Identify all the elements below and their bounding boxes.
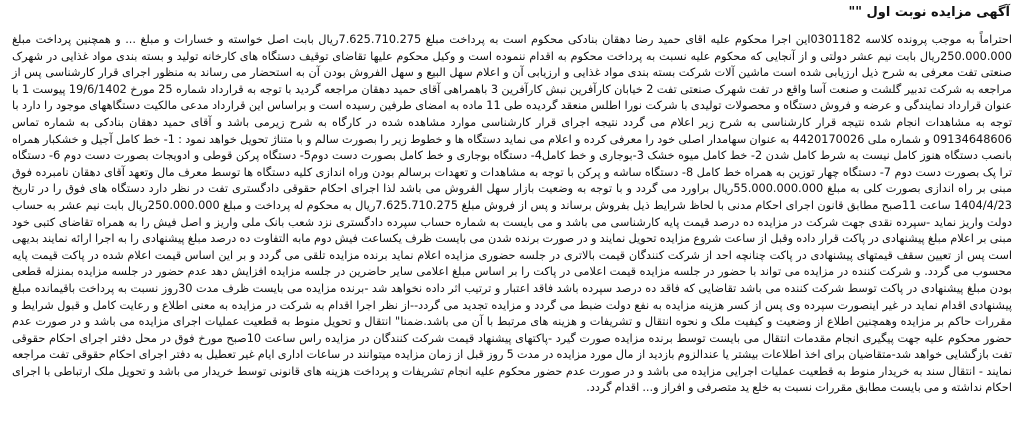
notice-body: احتراماً به موجب پرونده کلاسه 0301182این اجرا محکوم علیه اقای حمید رضا دهقان بنادکی محکوم است به پرداخت مبلغ 7.625.710.275ریال بابت اصل خواسته و خسارات و مبلغ ... و همچنین پرداخت مبلغ 250.000.000ریال بابت نیم عشر دولتی و از آنجایی که محکوم علیه نسبت به پرداخت محکوم به اقدام ننموده است و وکیل محکوم علیها تقاضای توقیف دستگاه های کارخانه تولید و بسته بندی مواد غذایی در شهرک صنعتی تفت معرفی به شرح ذیل ارزیابی شده است ماشین آلات شرکت بسته بندی مواد غذایی و ارزیابی آن و اعلام سهل البیع و سهل الفروش بودن آن به استحضار می رساند به منظور اجرای قرار کارشناسی پس از مراجعه به شرکت تدبیر گلشت و صنعت آسا واقع در تفت شهرک صنعتی تفت 2 خیابان کارآفرین نبش کارآفرین 3 باهمراهی آقای حمید دهقان مراجعه گردید با توجه به قرارداد شماره 25 مورخ 19/6/1402 پیوست 1 با عنوان قرارداد نمایندگی و عرضه و فروش دستگاه و محصولات تولیدی با شرکت نورا اطلس منعقد گردیده طی 11 ماده به امضای طرفین رسیده است و براساس این قرارداد مدعی مالکیت دستگاههای موجود را دارد با توجه به مشاهدات انجام شده نتیجه قرار کارشناسی به شرح زیر اعلام می گردد نتیجه اجرای قرار کارشناسی موارد مشاهده شده در کارگاه به شرح زیرمی باشد و آقای حمید دهقان بنادکی به شماره تماس 09134648606 و شماره ملی 4420170026 به عنوان سهامدار اصلی خود را معرفی کرده و اعلام می نماید دستگاه ها و خطوط زیر را بصورت سالم و با متناژ تحویل خواهد نمود : 1- خط کامل آجیل و خشکبار همراه بانصب دستگاه هنوز کامل نیست به شرط کامل شدن 2- خط کامل میوه خشک 3-بوجاری و خط کامل4- دستگاه بوجاری و خط کامل بصورت دست دوم5- دستگاه پرکن قوطی و ادویجات بصورت دست دوم 6- دستگاه ترا پک بصورت دست دوم 7- دستگاه چهار توزین به همراه خط کامل 8- دستگاه ساشه و پرکن با توجه به مشاهدات و تعهدات برسالم بودن وراه اندازی کلیه دستگاه ها توسط معرف مال وتعهد آقای دهقان نامبرده فوق مبنی بر راه اندازی بصورت کلی به مبلغ 55.000.000.000ریال براورد می گردد و با توجه به وضعیت بازار سهل الفروش می باشد لذا اجرای احکام حقوقی دادگستری تفت در نظر دارد دستگاه های فوق را در تاریخ 1404/4/23 ساعت 11صبح مطابق قانون اجرای احکام مدنی با لحاظ شرایط ذیل بفروش برساند و پس از فروش مبلغ 7.625.710.275ریال به محکوم له پرداخت و مبلغ 250.000.000ریال بابت نیم عشر به حساب دولت واریز نماید -سپرده نقدی جهت شرکت در مزایده ده درصد قیمت پایه کارشناسی می باشد و می بایست به شماره حساب سپرده دادگستری نزد شعب بانک ملی واریز و اصل فیش را به همراه تقاضای کتبی خود مبنی بر اعلام مبلغ پیشنهادی در پاکت قرار داده وقبل از ساعت شروع مزایده تحویل نمایند و در صورت برنده شدن می بایست ظرف یکساعت فیش دوم مابه التفاوت ده درصد مبلغ پیشنهادی را به اجرا ارائه نمایند بدیهی است پس از تعیین سقف قیمتهای پیشنهادی در پاکت چنانچه احد از شرکت کنندگان قیمت بالاتری در جلسه حضوری مزایده اعلام نماید برنده مزایده تلقی می گردد و بر این اساس قیمت اعلام شده در پاکت قیمت پایه محسوب می گردد. و شرکت کننده در مزایده می تواند با حضور در جلسه مزایده قیمت اعلامی در پاکت را بر اساس مبلغ اعلامی سایر حاضرین در جلسه مزایده افزایش دهد عدم حضور در جلسه مزایده بمنزله قطعی بودن مبلغ پیشنهادی در پاکت توسط شرکت کننده می باشد تقاضایی که فاقد ده درصد سپرده باشد فاقد اعتبار و ترتیب اثر داده نخواهد شد -برنده مزایده می بایست ظرف مدت 30روز نسبت به پرداخت باقیمانده مبلغ پیشنهادی اقدام نماید در غیر اینصورت سپرده وی پس از کسر هزینه مزایده به نفع دولت ضبط می گردد و مزایده تجدید می گردد--از نظر اجرا اقدام به شرکت در مزایده به معنی اطلاع و رعایت کامل و قبول شرایط و مقررات حاکم بر مزایده وهمچنین اطلاع از وضعیت و کیفیت ملک و نحوه انتقال و تشریفات و هزینه های مرتبط با آن می باشد.ضمنا" انتقال و تحویل منوط به قطعیت عملیات اجرای مزایده می باشد و در صورت عدم حضور محکوم علیه جهت پیگیری انجام مقدمات انتقال می بایست توسط برنده مزایده صورت گیرد -پاکتهای پیشنهاد قیمت شرکت کنندگان در مزایده راس ساعت 10صبح مورخ فوق در محل دفتر اجرای احکام حقوقی تفت بازگشایی خواهد شد-متقاضیان برای اخذ اطلاعات بیشتر یا عندالزوم بازدید از مال مورد مزایده در مدت 5 روز قبل از زمان مزایده میتوانند در ساعات اداری ایام غیر تعطیل به دفتر اجرای احکام حقوقی تفت مراجعه نمایند - انتقال سند به خریدار منوط به قطعیت عملیات اجرایی مزایده می باشد و در صورت عدم حضور محکوم علیه انجام تشریفات و پرداخت هزینه های قانونی توسط خریدار می باشد و تحویل ملک ارتباطی با اجرای احکام نداشته و می بایست مطابق مقررات نسبت به خلع ید متصرفی و افراز و... اقدام گردد. bbox=[12, 33, 1012, 395]
notice-title: آگهی مزایده نوبت اول "" bbox=[848, 5, 1010, 20]
